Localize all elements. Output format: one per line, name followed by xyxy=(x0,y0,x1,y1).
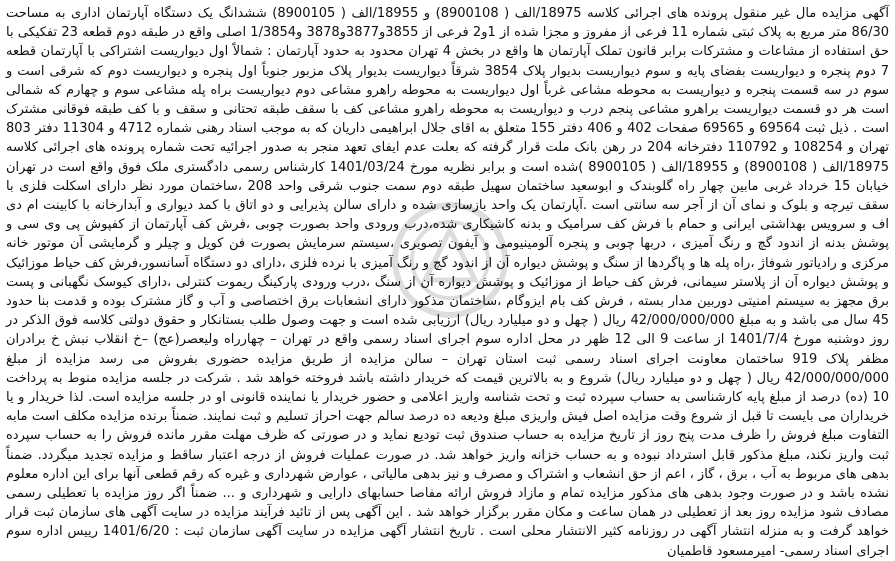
auction-notice xyxy=(6,4,890,559)
notice-body: آگهی مزایده مال غیر منقول پرونده های اجرائی کلاسه 18975/الف ( 8900108) و 18955/الف ( 8900105) ششدانگ یک دستگاه آپارتمان اداری به مساحت 86/30 متر مربع به پلاک ثبتی شماره 11 فرعی از مفروز و مجزا شده از 1و2 فرعی از 3855و3877و3878 و1/3854 اصلی واقع در طبقه دوم قطعه 23 تفکیکی با حق استفاده از مشاعات و مشترکات برابر قانون تملک آپارتمان ها واقع در بخش 4 تهران محدود به حدود آپارتمان : شمالاً اول دیواریست اشتراکی با آپارتمان قطعه 7 دوم پنجره و دیواریست بفضای پایه و سوم دیواریست بدیوار پلاک 3854 شرقاً دیواریست بدیوار پلاک مزبور جنوباً اول پنجره و دیواریست دوم که شرقی است و سوم در سه قسمت پنجره و دیواریست به محوطه مشاعی غرباً اول دیواریست به محوطه راهرو مشاعی دوم دیواریست براه پله مشاعی سوم و چهارم که شمالی است هر دو قسمت دیواریست براهرو مشاعی پنجم درب و دیواریست به محوطه راهرو مشاعی کف با سقف طبقه تحتانی و سقف و با کف طبقه فوقانی مشترک است . ذیل ثبت 69564 و 69565 صفحات 402 و 406 دفتر 155 متعلق به اقای جلال ابراهیمی داریان که به موجب اسناد رهنی شماره 4712 و 11304 دفتر 803 تهران و 108254 و 110792 دفترخانه 204 در رهن بانک ملت قرار گرفته که بعلت عدم ایفای تعهد منجر به صدور اجرائیه تحت شماره پرونده های اجرائی کلاسه 18975/الف ( 8900108) و 18955/الف ( 8900105 )شده است و برابر نظریه مورخ 1401/03/24 کارشناس رسمی دادگستری ملک فوق واقع است در تهران خیابان 15 خرداد غربی مابین چهار راه گلوبندک و ابوسعید ساختمان سهیل طبقه دوم سمت جنوب شرقی واحد 208 ،ساختمان مورد نظر دارای اسکلت فلزی با سقف تیرچه و بلوک و نمای آن از آجر سه سانتی است .آپارتمان یک واحد بازسازی شده و دارای سالن پذیرایی و دو اتاق با کمد دیواری و آبدارخانه با کابینت ام دی اف و سرویس بهداشتی ایرانی و حمام با فرش کف سرامیک و بدنه کاشیکاری شده،درب ورودی واحد بصورت چوبی ،فرش کف آپارتمان از کفپوش پی وی سی و پوشش بدنه از اندود گچ و رنگ آمیزی ، دربها چوبی و پنجره آلومینیومی و آیفون تصویری ،سیستم سرمایش بصورت فن کویل و چیلر و گرمایشی آن موتور خانه مرکزی و رادیاتور شوفاژ ،راه پله ها و پاگردها از سنگ و پوشش دیواره آن از اندود گچ و رنگ آمیزی با نرده فلزی ،دارای دو دستگاه آسانسور،فرش کف حیاط موزائیک و پوشش دیواره آن از پلاستر سیمانی، فرش کف حیاط از موزائیک و پوشش دیواره آن از سنگ ،درب ورودی پارکینگ ریموت کنترلی ،دارای کیوسک نگهبانی و پست برق مجهز به سیستم امنیتی دوربین مدار بسته ، فرش کف بام ایزوگام ،ساختمان مذکور دارای انشعابات برق اختصاصی و آب و گاز مشترک بوده و قدمت بنا حدود 45 سال می باشد و به مبلغ 42/000/000/000 ریال ( چهل و دو میلیارد ریال) ارزیابی شده است و جهت وصول طلب بستانکار و حقوق دولتی کلاسه فوق الذکر در روز دوشنبه مورخ 1401/7/4 از ساعت 9 الی 12 ظهر در محل اداره سوم اجرای اسناد رسمی واقع در تهران – چهارراه ولیعصر(عج) –خ انقلاب نبش خ برادران مظفر پلاک 919 ساختمان معاونت اجرای اسناد رسمی ثبت استان تهران – سالن مزایده از طریق مزایده حضوری بفروش می رسد مزایده از مبلغ 42/000/000/000 ریال ( چهل و دو میلیارد ریال) شروع و به بالاترین قیمت که خریدار داشته باشد فروخته خواهد شد . شرکت در جلسه مزایده منوط به پرداخت 10 (ده) درصد از مبلغ پایه کارشناسی به حساب سپرده ثبت و تحت شناسه واریز اعلامی و حضور خریدار یا نماینده قانونی او در جلسه مزایده است. لذا خریدار و یا خریداران می بایست تا قبل از شروع وقت مزایده اصل فیش واریزی مبلغ ودیعه ده درصد سالم جهت احراز تسلیم و ثبت نمایند. ضمناً برنده مزایده مکلف است مابه التفاوت مبلغ فروش را ظرف مدت پنج روز از تاریخ مزایده به حساب صندوق ثبت تودیع نماید و در صورتی که ظرف مهلت مقرر مانده فروش را به حساب سپرده ثبت واریز نکند، مبلغ مذکور قابل استرداد نبوده و به حساب خزانه واریز خواهد شد. در صورت عملیات فروش از درجه اعتبار ساقط و مزایده تجدید میگردد. ضمناً بدهی های مربوط به آب ، برق ، گاز ، اعم از حق انشعاب و اشتراک و مصرف و نیز بدهی مالیاتی ، عوارض شهرداری و غیره که رقم قطعی آنها برای این اداره معلوم نشده باشد و در صورت وجود بدهی های مذکور مزایده تمام و مازاد فروش ارائه مفاصا حسابهای دارایی و شهرداری و ... ضمناً اگر روز مزایده با تعطیلی رسمی مصادف شود مزایده روز بعد از تعطیلی در همان ساعت و مکان مقرر برگزار خواهد شد . این آگهی پس از تائید فرآیند مزایده در سایت آگهی های سازمان ثبت قرار خواهد گرفت و به منزله انتشار آگهی در روزنامه کثیر الانتشار محلی است . تاریخ انتشار آگهی مزایده در سایت آگهی سازمان ثبت : 1401/6/20 رییس اداره سوم اجرای اسناد رسمی- امیرمسعود قاطمیان xyxy=(6,6,890,559)
